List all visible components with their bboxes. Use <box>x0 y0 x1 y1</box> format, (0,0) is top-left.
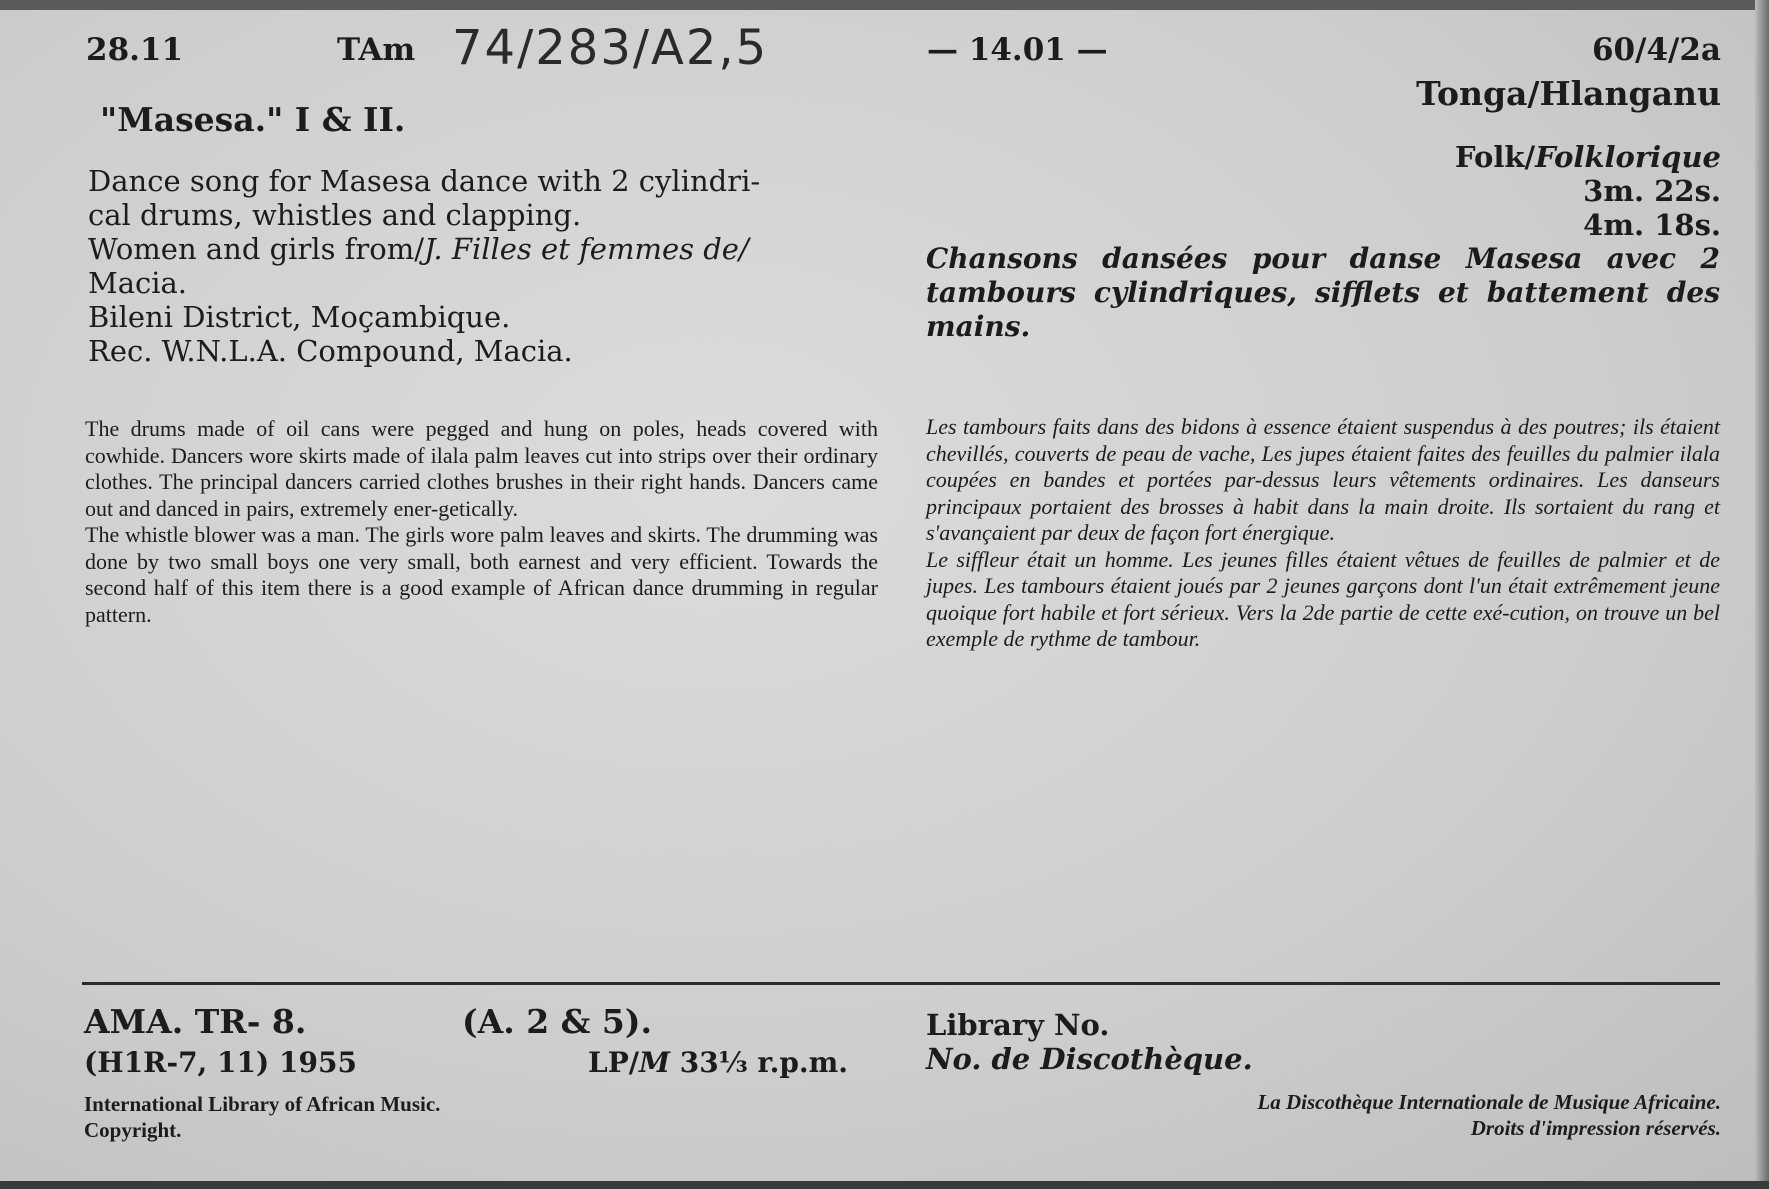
copyright-fr: Droits d'impression réservés. <box>1470 1116 1721 1140</box>
category-en: Folk/ <box>1455 140 1536 174</box>
notes-en <box>85 416 878 628</box>
card-right-edge <box>1755 0 1769 1189</box>
origin-fr: J. Filles et femmes de/ <box>424 232 749 266</box>
library-number-fr: No. de Discothèque. <box>926 1042 1253 1076</box>
matrix-year: (H1R-7, 11) 1955 <box>84 1046 357 1079</box>
notes-fr <box>926 414 1720 653</box>
notes-paragraph: Les tambours faits dans des bidons à essence étaient suspendus à des poutres; ils étaient chevillés, couverts de peau de vache, Les jupes étaient faites des feuilles du palmier ilala coupées en bandes et portées par-dessus leurs vêtements ordinaires. Les danseurs principaux portaient des brosses à habit dans la main droite. Ils sortaient du rang et s'avançaient par deux de façon fort énergique. <box>926 414 1720 545</box>
card-bottom-edge <box>0 1181 1769 1189</box>
format-prefix: LP/ <box>588 1046 639 1079</box>
number-right: 60/4/2a <box>1591 32 1721 68</box>
org-fr: La Discothèque Internationale de Musique Africaine. <box>1257 1090 1721 1114</box>
sides-label: (A. 2 & 5). <box>462 1002 652 1041</box>
notes-paragraph: The whistle blower was a man. The girls wore palm leaves and skirts. The drumming was done by two small boys one very small, both earnest and very efficient. Towards the second half of this item there is a good example of African dance drumming in regular pattern. <box>85 522 878 627</box>
tribe: Tonga/Hlanganu <box>1416 74 1721 113</box>
category-fr: Folklorique <box>1535 140 1721 174</box>
duration-2: 4m. 18s. <box>1583 208 1721 242</box>
description-fr <box>926 242 1720 344</box>
description-line: Bileni District, Moçambique. <box>88 300 511 334</box>
description-line: Macia. <box>88 266 188 300</box>
org-en: International Library of African Music. <box>84 1092 441 1116</box>
description-en <box>88 164 760 368</box>
description-line <box>88 232 760 266</box>
description-line: Dance song for Masesa dance with 2 cylindri- <box>88 164 761 198</box>
center-code: — 14.01 — <box>927 32 1108 68</box>
description-fr-line: Chansons dansées pour danse Masesa avec 2 <box>926 242 1720 275</box>
format-speed: 33⅓ r.p.m. <box>669 1046 849 1079</box>
category <box>1455 140 1721 174</box>
description-fr-line: mains. <box>926 310 1031 343</box>
duration-1: 3m. 22s. <box>1583 174 1721 208</box>
format-m: M <box>638 1046 670 1079</box>
number-left: 28.11 <box>86 32 184 68</box>
prefix-label: TAm <box>337 32 416 68</box>
handwritten-reference: 74/283/A2,5 <box>452 20 769 76</box>
footer-divider <box>82 982 1720 985</box>
origin-en: Women and girls from/ <box>88 232 425 266</box>
description-fr-line: tambours cylindriques, sifflets et battement des <box>926 276 1720 309</box>
title: "Masesa." I & II. <box>100 100 406 139</box>
notes-paragraph: The drums made of oil cans were pegged and hung on poles, heads covered with cowhide. Dancers wore skirts made of ilala palm leaves cut into strips over their ordinary clothes. The principal dancers carried clothes brushes in their right hands. Dancers came out and danced in pairs, extremely ener-getically. <box>85 416 878 521</box>
description-line: cal drums, whistles and clapping. <box>88 198 582 232</box>
notes-paragraph: Le siffleur était un homme. Les jeunes filles étaient vêtues de feuilles de palmier et de jupes. Les tambours étaient joués par 2 jeunes garçons dont l'un était extrêmement jeune quoique fort habile et fort sérieux. Vers la 2de partie de cette exé-cution, on trouve un bel exemple de rythme de tambour. <box>926 546 1720 651</box>
card-top-edge <box>0 0 1769 10</box>
library-number-en: Library No. <box>926 1008 1110 1042</box>
catalog-number: AMA. TR- 8. <box>84 1002 307 1041</box>
copyright-en: Copyright. <box>84 1118 182 1142</box>
description-line: Rec. W.N.L.A. Compound, Macia. <box>88 334 573 368</box>
record-format <box>588 1046 848 1079</box>
